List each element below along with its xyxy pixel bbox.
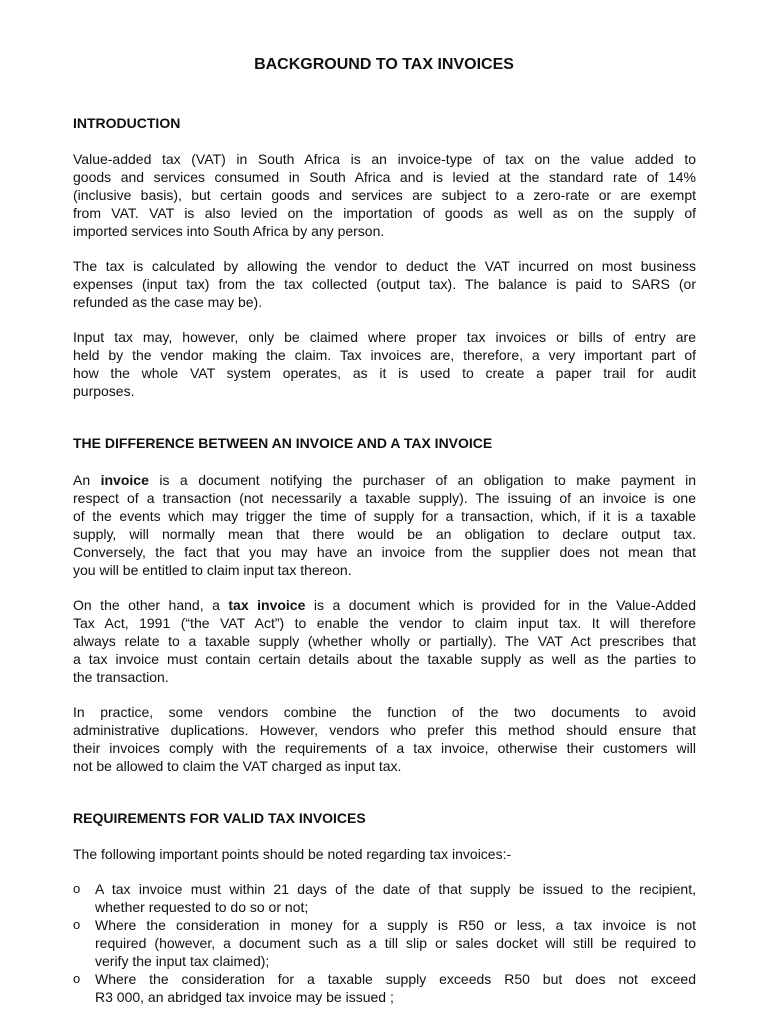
paragraph-requirements-intro bbox=[73, 845, 696, 863]
paragraph-intro-2 bbox=[73, 257, 696, 311]
list-item bbox=[73, 880, 696, 916]
text-line: not be allowed to claim the VAT charged as input tax. bbox=[73, 758, 402, 774]
text-line: Where the consideration for a taxable supply exceeds R50 but does not exceed bbox=[95, 971, 696, 987]
text-span: On the other hand, a bbox=[73, 597, 229, 613]
bullet-icon: o bbox=[73, 917, 81, 932]
text-line: how the whole VAT system operates, as it is used to create a paper trail for audit bbox=[73, 365, 696, 381]
text-line: Tax Act, 1991 (“the VAT Act”) to enable the vendor to claim input tax. It will therefore bbox=[73, 615, 696, 631]
paragraph-difference-1 bbox=[73, 471, 696, 579]
text-span: is a document which is provided for in the Value-Added bbox=[305, 597, 696, 613]
document-title: BACKGROUND TO TAX INVOICES bbox=[254, 56, 514, 73]
text-line: expenses (input tax) from the tax collected (output tax). The balance is paid to SARS (or bbox=[73, 276, 696, 292]
text-line: the transaction. bbox=[73, 669, 169, 685]
text-line: Input tax may, however, only be claimed where proper tax invoices or bills of entry are bbox=[73, 329, 696, 345]
text-span: An bbox=[73, 472, 101, 488]
text-line: supply, will normally mean that there would be an obligation to declare output tax. bbox=[73, 526, 696, 542]
term-invoice: invoice bbox=[100, 472, 149, 488]
text-line: Value-added tax (VAT) in South Africa is an invoice-type of tax on the value added to bbox=[73, 151, 696, 167]
list-item bbox=[73, 916, 696, 970]
text-line: A tax invoice must within 21 days of the date of that supply be issued to the recipient, bbox=[95, 881, 696, 897]
paragraph-intro-1 bbox=[73, 150, 696, 240]
text-line: held by the vendor making the claim. Tax invoices are, therefore, a very important part of bbox=[73, 347, 696, 363]
list-item bbox=[73, 970, 696, 1006]
paragraph-intro-3 bbox=[73, 328, 696, 400]
text-line: The following important points should be noted regarding tax invoices:- bbox=[73, 846, 512, 862]
heading-difference: THE DIFFERENCE BETWEEN AN INVOICE AND A TAX INVOICE bbox=[73, 435, 493, 451]
paragraph-difference-2 bbox=[73, 596, 696, 686]
text-line: whether requested to do so or not; bbox=[95, 899, 309, 915]
text-line: imported services into South Africa by any person. bbox=[73, 223, 385, 239]
text-line: always relate to a taxable supply (whether wholly or partially). The VAT Act prescribes that bbox=[73, 633, 696, 649]
text-line: (inclusive basis), but certain goods and services are subject to a zero-rate or are exempt bbox=[73, 187, 696, 203]
text-line: goods and services consumed in South Africa and is levied at the standard rate of 14% bbox=[73, 169, 696, 185]
text-line: Conversely, the fact that you may have an invoice from the supplier does not mean that bbox=[73, 544, 696, 560]
text-line: The tax is calculated by allowing the vendor to deduct the VAT incurred on most business bbox=[73, 258, 696, 274]
text-line: R3 000, an abridged tax invoice may be issued ; bbox=[95, 989, 394, 1005]
text-line: respect of a transaction (not necessarily a taxable supply). The issuing of an invoice is one bbox=[73, 490, 696, 506]
bullet-icon: o bbox=[73, 971, 81, 986]
text-line: required (however, a document such as a till slip or sales docket will still be required to bbox=[95, 935, 696, 951]
text-line bbox=[73, 596, 696, 614]
heading-requirements: REQUIREMENTS FOR VALID TAX INVOICES bbox=[73, 810, 366, 826]
text-line: a tax invoice must contain certain details about the taxable supply as well as the parties to bbox=[73, 651, 696, 667]
paragraph-difference-3 bbox=[73, 703, 696, 775]
text-line: their invoices comply with the requirements of a tax invoice, otherwise their customers will bbox=[73, 740, 696, 756]
term-tax-invoice: tax invoice bbox=[228, 597, 306, 613]
text-line bbox=[73, 471, 696, 489]
text-line: In practice, some vendors combine the function of the two documents to avoid bbox=[73, 704, 696, 720]
text-line: purposes. bbox=[73, 383, 135, 399]
text-line: from VAT. VAT is also levied on the importation of goods as well as on the supply of bbox=[73, 205, 696, 221]
text-line: you will be entitled to claim input tax thereon. bbox=[73, 562, 352, 578]
bullet-icon: o bbox=[73, 881, 81, 896]
text-line: Where the consideration in money for a supply is R50 or less, a tax invoice is not bbox=[95, 917, 696, 933]
heading-introduction: INTRODUCTION bbox=[73, 115, 181, 131]
text-line: of the events which may trigger the time of supply for a transaction, which, if it is a taxable bbox=[73, 508, 696, 524]
text-line: refunded as the case may be). bbox=[73, 294, 263, 310]
text-span: is a document notifying the purchaser of an obligation to make payment in bbox=[148, 472, 696, 488]
text-line: verify the input tax claimed); bbox=[95, 953, 270, 969]
text-line: administrative duplications. However, vendors who prefer this method should ensure that bbox=[73, 722, 696, 738]
